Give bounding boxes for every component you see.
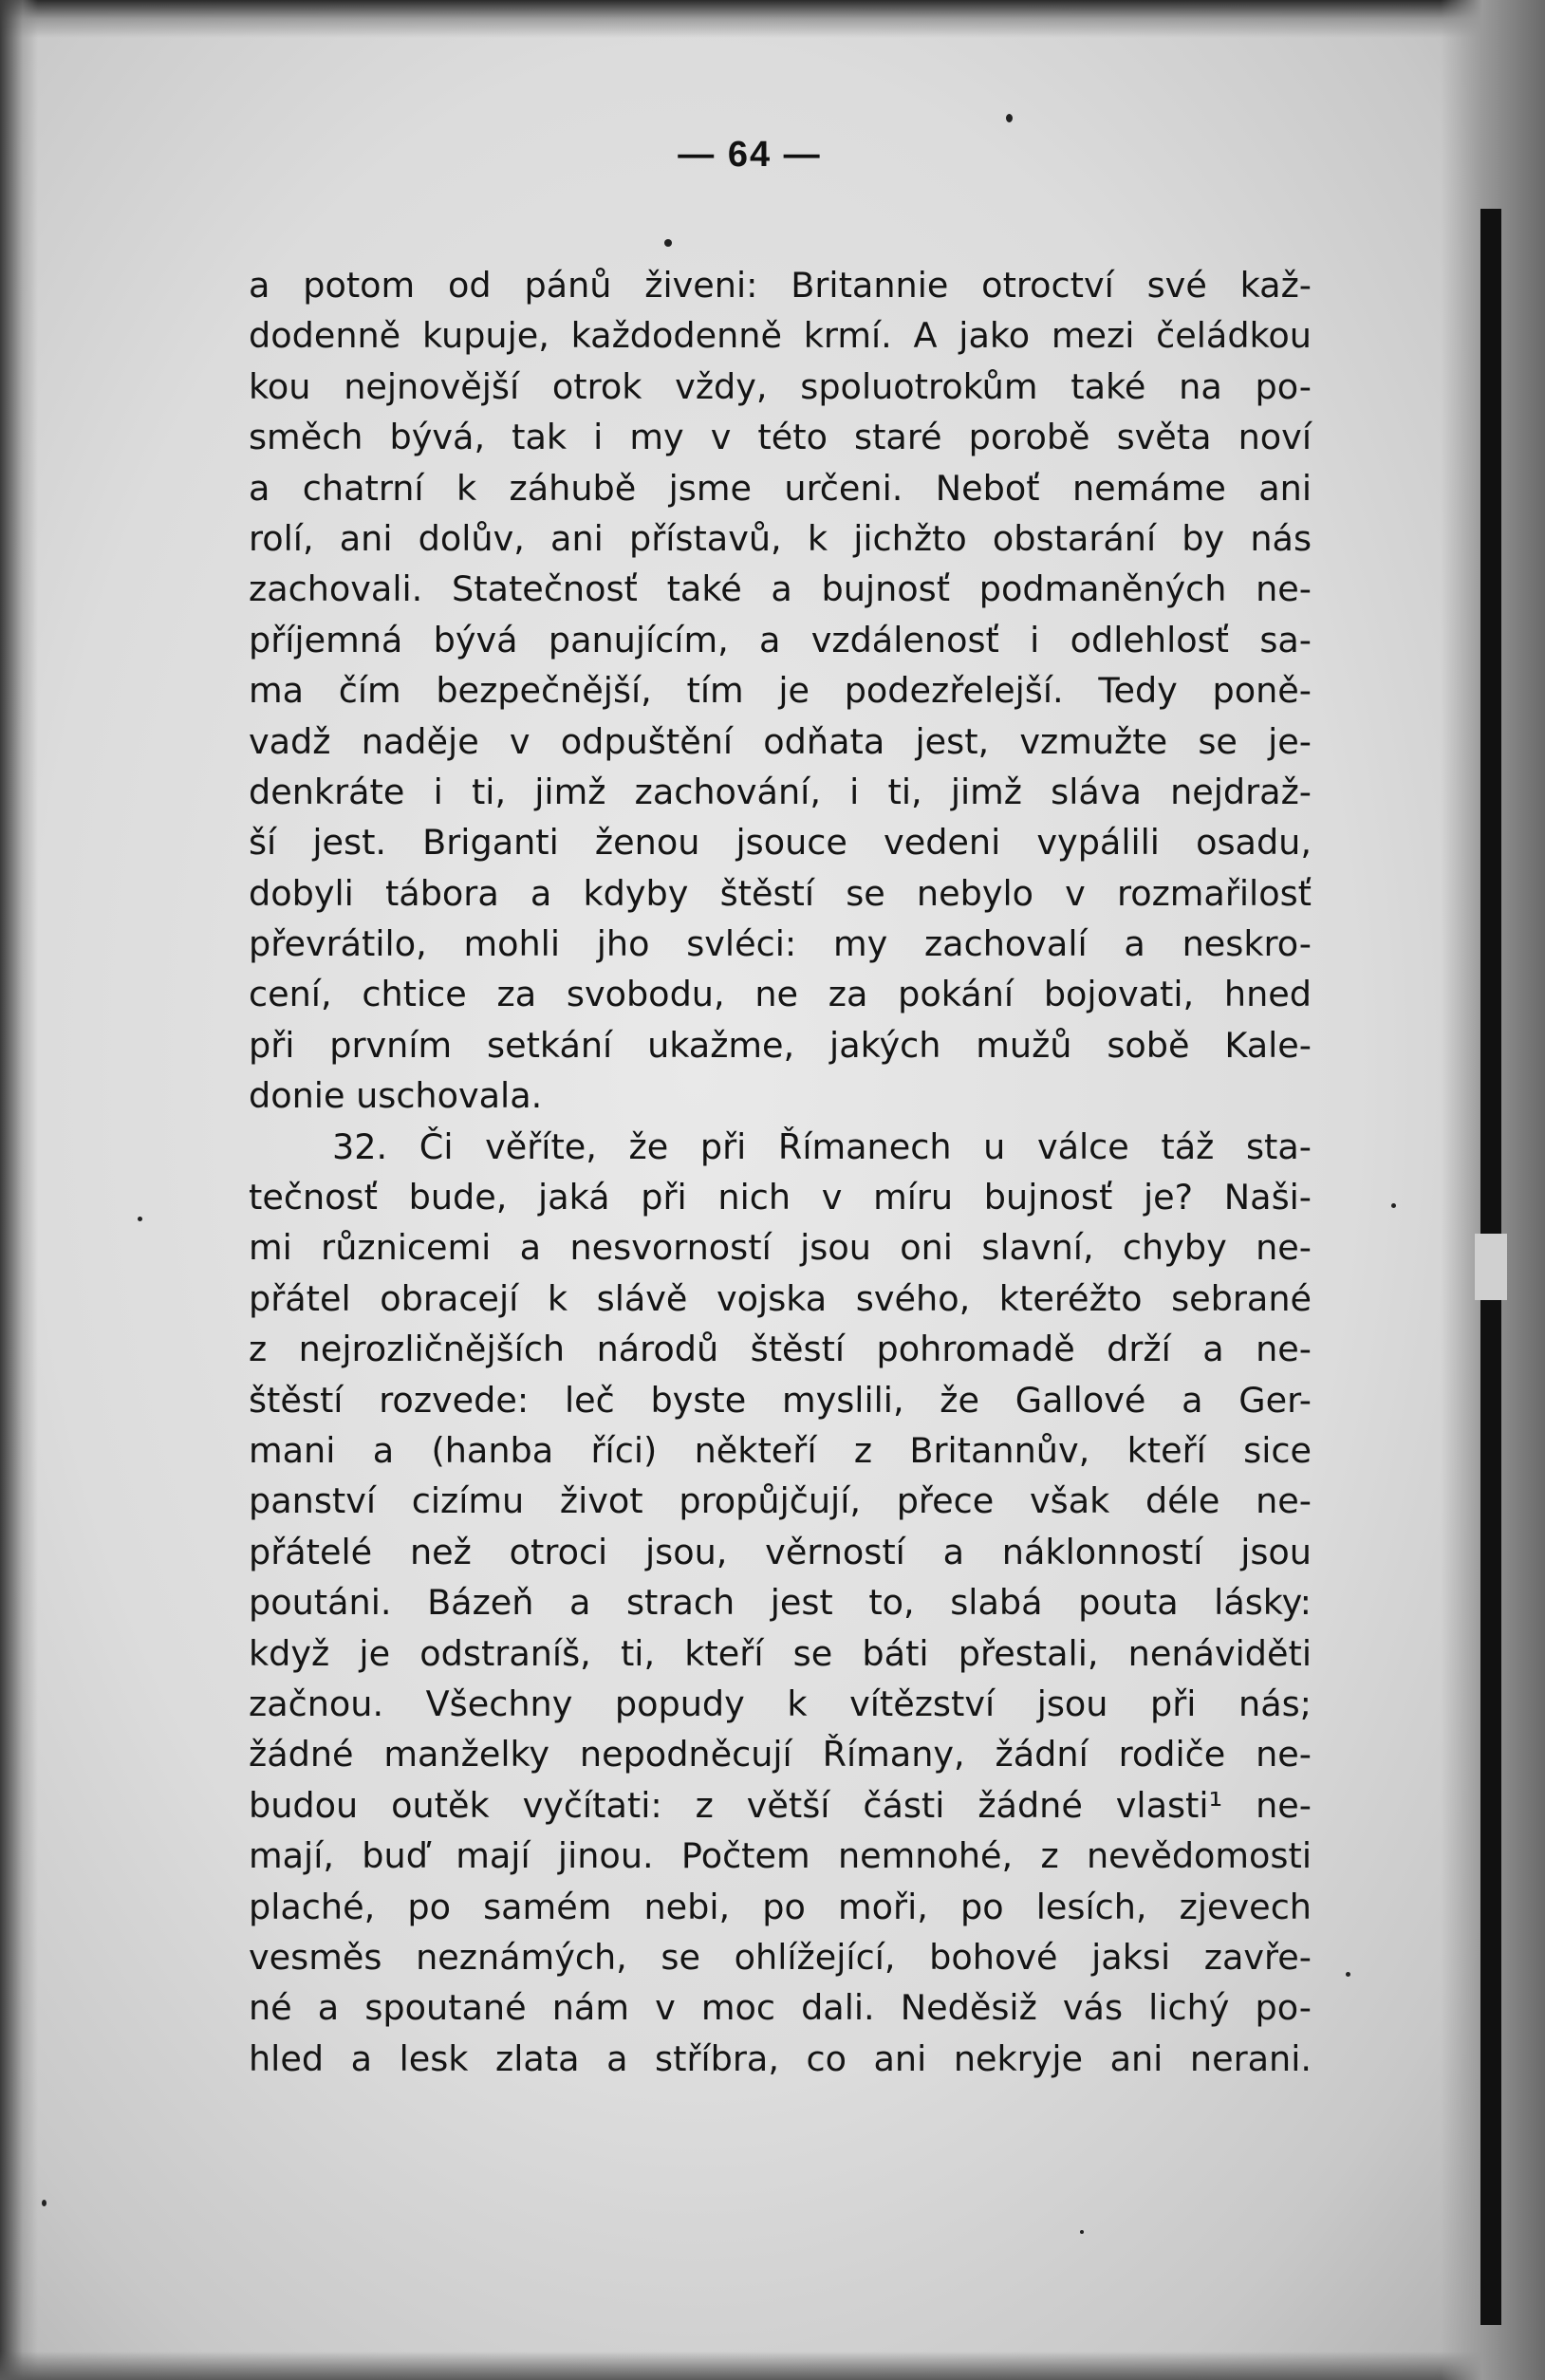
text-line: né a spoutané nám v moc dali. Neděsiž vás lichý po- [249,1987,1312,2029]
text-line: přátel obracejí k slávě vojska svého, kteréžto sebrané [249,1277,1312,1319]
text-line: štěstí rozvede: leč byste myslili, že Gallové a Ger- [249,1379,1312,1421]
page-number: — 64 — [678,135,822,175]
text-line: z nejrozličnějších národů štěstí pohromadě drží a ne- [249,1329,1312,1370]
text-line: cení, chtice za svobodu, ne za pokání bojovati, hned [249,974,1312,1015]
text-line: když je odstraníš, ti, kteří se báti přestali, nenáviděti [249,1632,1312,1674]
text-line: poutáni. Bázeň a strach jest to, slabá pouta lásky: [249,1582,1312,1624]
text-line: dodenně kupuje, každodenně krmí. A jako mezi čeládkou [249,315,1312,357]
dust-speck [42,2200,47,2206]
text-line: tečnosť bude, jaká při nich v míru bujnosť je? Naši- [249,1177,1312,1218]
text-line: ší jest. Briganti ženou jsouce vedeni vypálili osadu, [249,822,1312,864]
text-line: plaché, po samém nebi, po moři, po lesích, zjevech [249,1886,1312,1927]
text-line: vesměs neznámých, se ohlížející, bohové jaksi zavře- [249,1936,1312,1978]
text-line: ma čím bezpečnější, tím je podezřelejší. Tedy poně- [249,670,1312,712]
text-line: mají, buď mají jinou. Počtem nemnohé, z nevědomosti [249,1835,1312,1877]
text-line: začnou. Všechny popudy k vítězství jsou při nás; [249,1683,1312,1724]
text-line: převrátilo, mohli jho svléci: my zachovalí a neskro- [249,923,1312,965]
text-line: budou outěk vyčítati: z větší části žádné vlasti¹ ne- [249,1784,1312,1826]
text-line: a potom od pánů živeni: Britannie otroctví své kaž- [249,265,1312,306]
text-line: mi různicemi a nesvorností jsou oni slavní, chyby ne- [249,1227,1312,1269]
text-line: denkráte i ti, jimž zachování, i ti, jimž sláva nejdraž- [249,771,1312,812]
body-text [249,260,1312,2084]
text-line: příjemná bývá panujícím, a vzdálenosť i odlehlosť sa- [249,619,1312,660]
dust-speck [138,1217,142,1221]
text-line: přátelé než otroci jsou, věrností a náklonností jsou [249,1531,1312,1572]
text-line: mani a (hanba říci) někteří z Britannův, kteří sice [249,1429,1312,1471]
text-line: hled a lesk zlata a stříbra, co ani nekryje ani nerani. [249,2037,1312,2079]
text-line: rolí, ani dolův, ani přístavů, k jichžto obstarání by nás [249,517,1312,559]
page-edge-left [0,0,38,2380]
text-line: žádné manželky nepodněcují Římany, žádní rodiče ne- [249,1734,1312,1776]
paragraph-end-line: donie uschovala. [249,1075,543,1117]
dust-speck [1346,1972,1350,1977]
page-edge-top [0,0,1545,38]
text-line: vadž naděje v odpuštění odňata jest, vzmužte se je- [249,720,1312,762]
text-line: a chatrní k záhubě jsme určeni. Neboť nemáme ani [249,467,1312,509]
dust-speck [1080,2230,1084,2234]
dust-speck [664,239,672,247]
text-line: kou nejnovější otrok vždy, spoluotrokům také na po- [249,365,1312,407]
text-line: zachovali. Statečnosť také a bujnosť podmaněných ne- [249,568,1312,610]
book-spine-gap [1475,1234,1507,1300]
page-edge-bottom [0,2352,1545,2380]
text-line: při prvním setkání ukažme, jakých mužů sobě Kale- [249,1024,1312,1066]
text-line: směch bývá, tak i my v této staré porobě světa noví [249,417,1312,458]
dust-speck [1391,1203,1396,1208]
text-line: dobyli tábora a kdyby štěstí se nebylo v rozmařilosť [249,872,1312,914]
dust-speck [1006,114,1013,122]
section-start-line: 32. Či věříte, že při Římanech u válce táž sta- [332,1125,1312,1167]
text-line: panství cizímu život propůjčují, přece však déle ne- [249,1480,1312,1522]
